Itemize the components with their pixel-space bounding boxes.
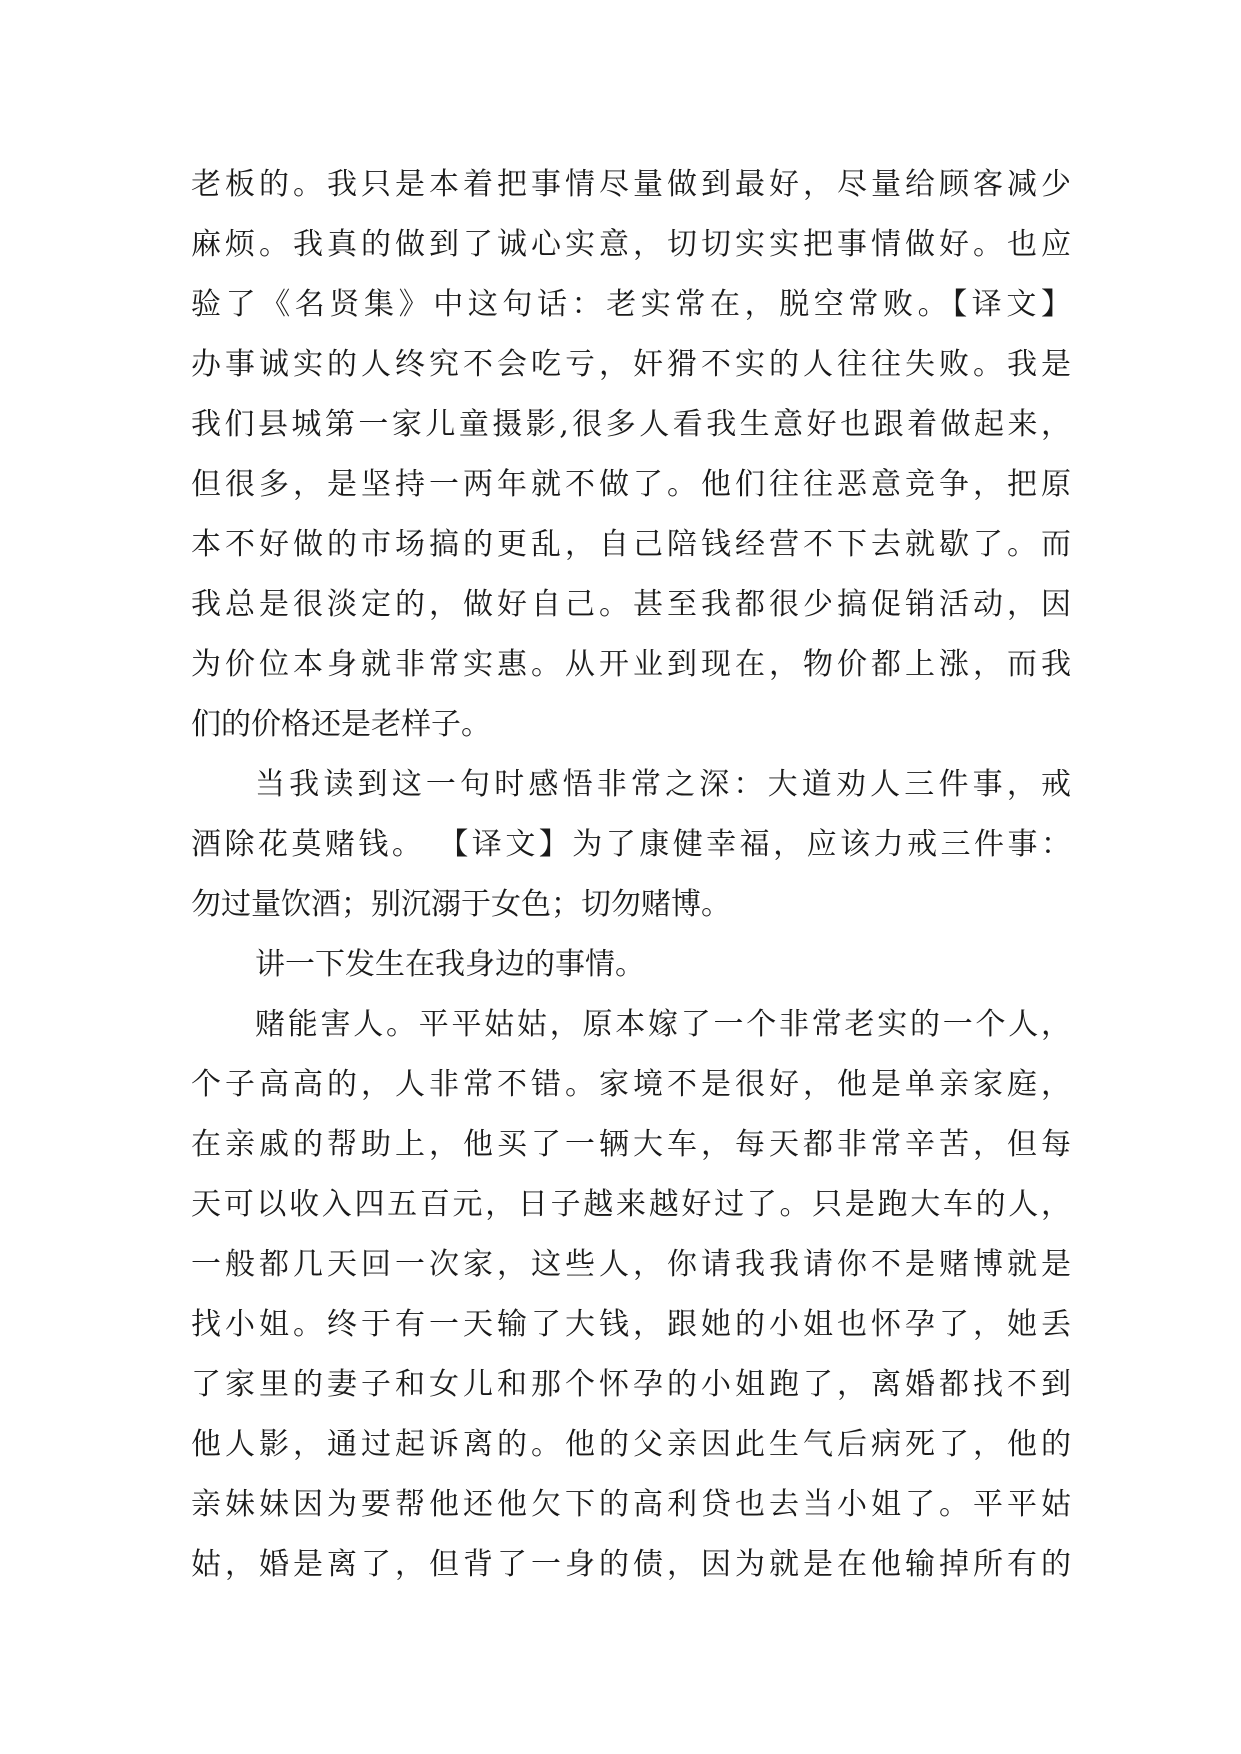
body-text: [191, 155, 1071, 1595]
text-line: 个子高高的，人非常不错。家境不是很好，他是单亲家庭，: [191, 1067, 1071, 1102]
text-line: 为价位本身就非常实惠。从开业到现在，物价都上涨，而我: [191, 647, 1071, 682]
text-line: 麻烦。我真的做到了诚心实意，切切实实把事情做好。也应: [191, 227, 1071, 262]
text-line: 本不好做的市场搞的更乱，自己陪钱经营不下去就歇了。而: [191, 527, 1071, 562]
text-line: 我总是很淡定的，做好自己。甚至我都很少搞促销活动，因: [191, 587, 1071, 622]
text-line: 勿过量饮酒；别沉溺于女色；切勿赌博。: [191, 887, 731, 922]
text-line: 当我读到这一句时感悟非常之深：大道劝人三件事，戒: [255, 767, 1071, 802]
text-line: 亲妹妹因为要帮他还他欠下的高利贷也去当小姐了。平平姑: [191, 1487, 1071, 1522]
text-line: 验了《名贤集》中这句话：老实常在，脱空常败。【译文】: [191, 287, 1071, 322]
text-line: 一般都几天回一次家，这些人，你请我我请你不是赌博就是: [191, 1247, 1071, 1282]
text-line: 找小姐。终于有一天输了大钱，跟她的小姐也怀孕了，她丢: [191, 1307, 1071, 1342]
text-line: 姑，婚是离了，但背了一身的债，因为就是在他输掉所有的: [191, 1547, 1071, 1582]
text-line: 了家里的妻子和女儿和那个怀孕的小姐跑了，离婚都找不到: [191, 1367, 1071, 1402]
text-line: 我们县城第一家儿童摄影,很多人看我生意好也跟着做起来，: [191, 407, 1071, 442]
text-line: 讲一下发生在我身边的事情。: [255, 947, 645, 982]
text-line: 酒除花莫赌钱。 【译文】为了康健幸福，应该力戒三件事：: [191, 827, 1071, 862]
text-line: 办事诚实的人终究不会吃亏，奸猾不实的人往往失败。我是: [191, 347, 1071, 382]
text-line: 老板的。我只是本着把事情尽量做到最好，尽量给顾客减少: [191, 167, 1071, 202]
text-line: 但很多，是坚持一两年就不做了。他们往往恶意竞争，把原: [191, 467, 1071, 502]
text-line: 天可以收入四五百元，日子越来越好过了。只是跑大车的人，: [191, 1187, 1071, 1222]
text-line: 在亲戚的帮助上，他买了一辆大车，每天都非常辛苦，但每: [191, 1127, 1071, 1162]
text-line: 他人影，通过起诉离的。他的父亲因此生气后病死了，他的: [191, 1427, 1071, 1462]
text-line: 赌能害人。平平姑姑，原本嫁了一个非常老实的一个人，: [255, 1007, 1071, 1042]
text-line: 们的价格还是老样子。: [191, 707, 491, 742]
